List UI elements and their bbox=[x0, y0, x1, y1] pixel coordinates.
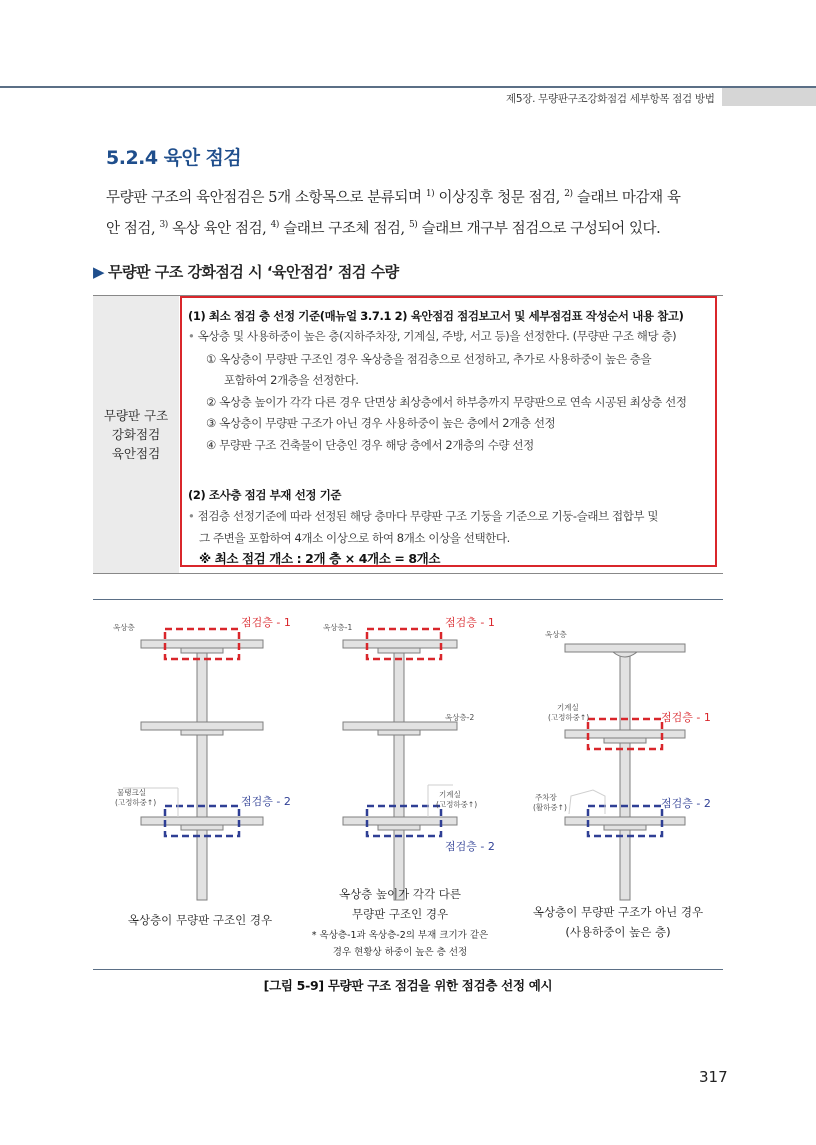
diagram-note: 경우 현황상 하중이 높은 층 선정 bbox=[332, 947, 468, 958]
criteria-cell bbox=[180, 296, 717, 567]
floor-label: 옥상층 bbox=[113, 623, 135, 632]
inspection-label-1: 점검층 - 1 bbox=[445, 616, 495, 629]
slab-parking bbox=[565, 817, 685, 825]
subheading-text: 무량판 구조 강화점검 시 ‘육안점검’ 점검 수량 bbox=[108, 263, 399, 281]
drop-panel bbox=[181, 730, 223, 735]
drop-panel bbox=[604, 738, 646, 743]
footnote-num: 3) bbox=[159, 219, 168, 230]
figure-caption: [그림 5-9] 무량판 구조 점검을 위한 점검층 선정 예시 bbox=[263, 978, 553, 993]
intro-text: 이상징후 청문 점검, bbox=[434, 189, 560, 206]
chapter-label: 제5장. 무량판구조강화점검 세부항목 점검 방법 bbox=[506, 93, 715, 105]
floor-label: 옥상층-2 bbox=[445, 713, 475, 722]
inspection-label-1: 점검층 - 1 bbox=[241, 616, 291, 629]
criteria-title-1: (1) 최소 점검 층 선정 기준(매뉴얼 3.7.1 2) 육안점검 점검보고서 및 세부점검표 작성순서 내용 참고) bbox=[188, 309, 684, 323]
column bbox=[620, 656, 630, 900]
slab-tank bbox=[141, 817, 263, 825]
row-header-line: 무량판 구조 bbox=[103, 408, 169, 423]
room-label: 주차장 bbox=[535, 793, 557, 802]
bullet-line bbox=[188, 328, 676, 344]
beam-haunch bbox=[613, 652, 637, 657]
load-label: (고정하중↑) bbox=[548, 713, 590, 722]
intro-text: 슬래브 구조체 점검, bbox=[279, 220, 405, 237]
room-label: 기계실 bbox=[557, 703, 579, 712]
row-header-line: 강화점검 bbox=[111, 427, 161, 442]
diagram-caption: 옥상층이 무량판 구조인 경우 bbox=[127, 913, 273, 927]
load-label: (고정하중↑) bbox=[115, 798, 157, 807]
row-header-line: 육안점검 bbox=[111, 446, 161, 461]
load-label: (활하중↑) bbox=[533, 803, 567, 812]
table-row-header bbox=[93, 296, 179, 573]
slab-machine bbox=[565, 730, 685, 738]
inspection-label-2: 점검층 - 2 bbox=[241, 795, 291, 808]
slab bbox=[141, 722, 263, 730]
footnote-num: 2) bbox=[564, 189, 573, 199]
bullet-continuation: 그 주변을 포함하여 4개소 이상으로 하여 8개소 이상을 선택한다. bbox=[199, 531, 510, 545]
list-item: ④ 무량판 구조 건축물이 단층인 경우 해당 층에서 2개층의 수량 선정 bbox=[206, 438, 534, 452]
bullet-line bbox=[188, 508, 658, 524]
column bbox=[394, 650, 404, 900]
drop-panel bbox=[181, 825, 223, 830]
intro-text: 무량판 구조의 육안점검은 5개 소항목으로 분류되며 bbox=[106, 189, 422, 206]
criteria-title-2: (2) 조사층 점검 부재 선정 기준 bbox=[188, 488, 342, 502]
diagram-non-flat-rooftop bbox=[533, 629, 711, 939]
room-label: 물탱크실 bbox=[117, 788, 146, 797]
diagram-caption: 옥상층이 무량판 구조가 아닌 경우 bbox=[532, 905, 704, 919]
chapter-tab bbox=[722, 88, 816, 106]
inspection-table bbox=[93, 295, 723, 574]
slab-roof bbox=[141, 640, 263, 648]
list-item: ② 옥상층 높이가 각각 다른 경우 단면상 최상층에서 하부층까지 무량판으로 연속 시공된 최상층 선정 bbox=[206, 395, 687, 409]
bullet-icon: • bbox=[188, 509, 198, 523]
footnote-num: 4) bbox=[270, 219, 280, 230]
intro-text: 슬래브 마감재 육 bbox=[572, 189, 681, 206]
drop-panel bbox=[378, 648, 420, 653]
footnote-num: 1) bbox=[425, 189, 435, 199]
floor-label: 옥상층 bbox=[545, 630, 567, 639]
floor-label: 옥상층-1 bbox=[323, 623, 353, 632]
intro-text: 슬래브 개구부 점검으로 구성되어 있다. bbox=[417, 220, 661, 237]
slab-roof-2 bbox=[343, 722, 457, 730]
intro-text: 안 점검, bbox=[106, 220, 156, 237]
footnote-num: 5) bbox=[408, 219, 418, 230]
intro-paragraph bbox=[106, 181, 726, 243]
load-label: (고정하중↑) bbox=[436, 800, 478, 809]
bullet-text: 점검층 선정기준에 따라 선정된 해당 층마다 무량판 구조 기둥을 기준으로 기둥-슬래브 접합부 및 bbox=[197, 509, 659, 523]
drop-panel bbox=[181, 648, 223, 653]
bullet-text: 옥상층 및 사용하중이 높은 층(지하주차장, 기계실, 주방, 서고 등)을 선정한다. (무량판 구조 해당 층) bbox=[197, 329, 677, 343]
list-item: 포함하여 2개층을 선정한다. bbox=[224, 373, 359, 387]
bullet-icon: • bbox=[188, 329, 198, 343]
subheading bbox=[93, 261, 399, 282]
diagram-caption: 옥상층 높이가 각각 다른 bbox=[338, 887, 462, 901]
triangle-icon: ▶ bbox=[93, 263, 105, 281]
drop-panel bbox=[378, 730, 420, 735]
minimum-count-note: ※ 최소 점검 개소 : 2개 층 × 4개소 = 8개소 bbox=[199, 551, 441, 566]
drop-panel bbox=[378, 825, 420, 830]
drop-panel bbox=[604, 825, 646, 830]
figure-rule-bottom bbox=[93, 969, 723, 970]
list-item: ③ 옥상층이 무량판 구조가 아닌 경우 사용하중이 높은 층에서 2개층 선정 bbox=[206, 416, 556, 430]
figure-diagrams bbox=[93, 600, 723, 969]
diagram-note: * 옥상층-1과 옥상층-2의 부재 크기가 같은 bbox=[311, 930, 489, 941]
diagram-rooftop-flat-plate bbox=[113, 615, 291, 927]
room-label: 기계실 bbox=[439, 790, 461, 799]
list-item: ① 옥상층이 무량판 구조인 경우 옥상층을 점검층으로 선정하고, 추가로 사용하중이 높은 층을 bbox=[206, 352, 652, 366]
slab-roof bbox=[565, 644, 685, 652]
column bbox=[197, 650, 207, 900]
diagram-caption: 무량판 구조인 경우 bbox=[351, 907, 449, 921]
inspection-label-2: 점검층 - 2 bbox=[661, 797, 711, 810]
header-rule bbox=[0, 86, 816, 88]
diagram-caption: (사용하중이 높은 층) bbox=[565, 925, 671, 939]
page-number: 317 bbox=[699, 1068, 728, 1086]
inspection-label-2: 점검층 - 2 bbox=[445, 840, 495, 853]
inspection-label-1: 점검층 - 1 bbox=[661, 711, 711, 724]
section-title: 5.2.4 육안 점검 bbox=[106, 147, 242, 169]
intro-text: 옥상 육안 점검, bbox=[167, 220, 267, 237]
diagram-stepped-rooftop bbox=[312, 615, 495, 958]
